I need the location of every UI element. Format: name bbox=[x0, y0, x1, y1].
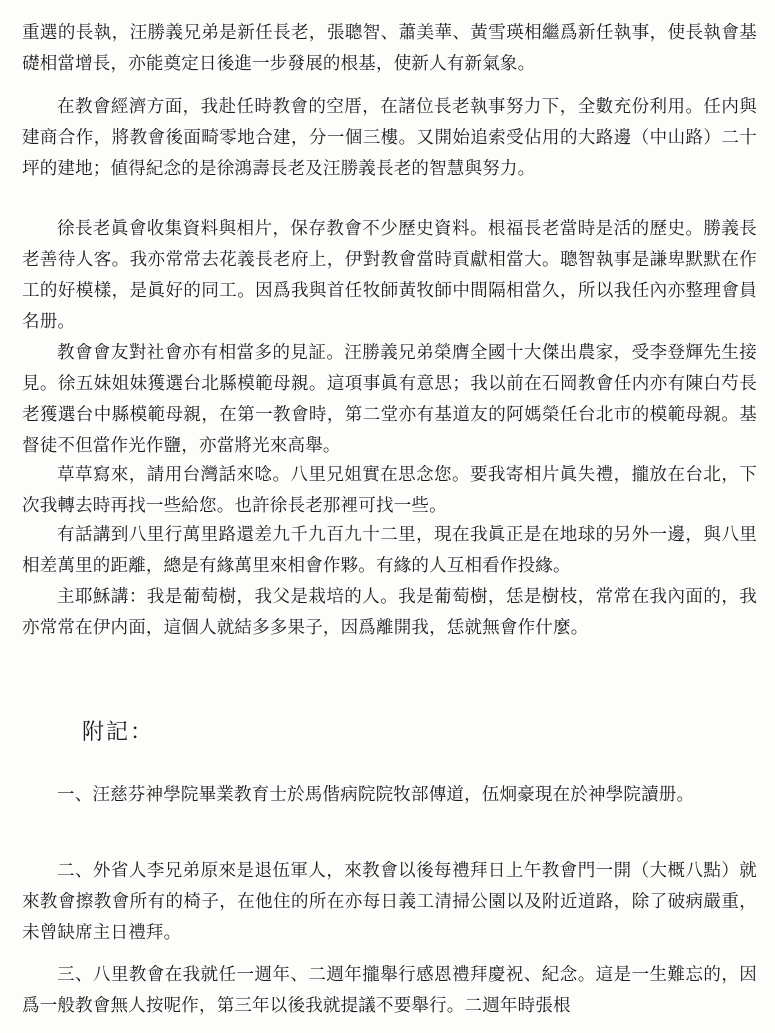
body-paragraph-0: 重選的長執，汪勝義兄弟是新任長老，張聰智、蕭美華、黃雪瑛相繼爲新任執事，使長執會基礎相當增長，亦能奠定日後進一步發展的根基，使新人有新氣象。 bbox=[22, 23, 757, 74]
appendix-item-2: 二、外省人李兄弟原來是退伍軍人，來教會以後每禮拜日上午教會門一開（大概八點）就來教會擦教會所有的椅子，在他住的所在亦每日義工清掃公園以及附近道路，除了破病嚴重，未曾缺席主日禮拜。 bbox=[22, 861, 757, 943]
appendix-item-1: 一、汪慈芬神學院畢業教育士於馬偕病院院牧部傳道，伍炯豪現在於神學院讀册。 bbox=[57, 785, 695, 805]
body-paragraph-3: 教會會友對社會亦有相當多的見証。汪勝義兄弟榮膺全國十大傑出農家，受李登輝先生接見。徐五妹姐妹獲選台北縣模範母親。這項事眞有意思；我以前在石岡教會任内亦有陳白芍長老獲選台中縣模範母親，在第一教會時，第二堂亦有基道友的阿媽榮任台北市的模範母親。基督徒不但當作光作鹽，亦當將光來高舉。 bbox=[22, 343, 757, 456]
body-paragraph-6: 主耶穌講：我是葡萄樹，我父是栽培的人。我是葡萄樹，恁是樹枝，常常在我內面的，我亦常常在伊内面，這個人就結多多果子，因爲離開我，恁就無會作什麼。 bbox=[22, 587, 757, 638]
appendix-heading: 附記： bbox=[82, 720, 155, 745]
appendix-item-3: 三、八里教會在我就任一週年、二週年攏舉行感恩禮拜慶祝、紀念。這是一生難忘的，因爲一般教會無人按呢作，第三年以後我就提議不要舉行。二週年時張根 bbox=[22, 965, 757, 1016]
body-paragraph-4: 草草寫來，請用台灣話來唸。八里兄姐實在思念您。要我寄相片眞失禮，攏放在台北，下次我轉去時再找一些給您。也許徐長老那裡可找一些。 bbox=[22, 465, 757, 516]
body-paragraph-5: 有話講到八里行萬里路還差九千九百九十二里，現在我眞正是在地球的另外一邊，與八里相差萬里的距離，總是有緣萬里來相會作夥。有緣的人互相看作投緣。 bbox=[22, 525, 757, 576]
body-paragraph-1: 在教會經濟方面，我赴任時教會的空厝，在諸位長老執事努力下，全數充份利用。任内與建商合作，將教會後面畸零地合建，分一個三樓。又開始追索受佔用的大路邊（中山路）二十坪的建地；値得紀念的是徐鴻壽長老及汪勝義長老的智慧與努力。 bbox=[22, 97, 757, 179]
body-paragraph-2: 徐長老眞會收集資料與相片，保存教會不少歷史資料。根福長老當時是活的歷史。勝義長老善待人客。我亦常常去花義長老府上，伊對教會當時貢獻相當大。聰智執事是謙卑默默在作工的好模樣，是眞好的同工。因爲我與首任牧師黃牧師中間隔相當久，所以我任內亦整理會員名册。 bbox=[22, 219, 757, 332]
